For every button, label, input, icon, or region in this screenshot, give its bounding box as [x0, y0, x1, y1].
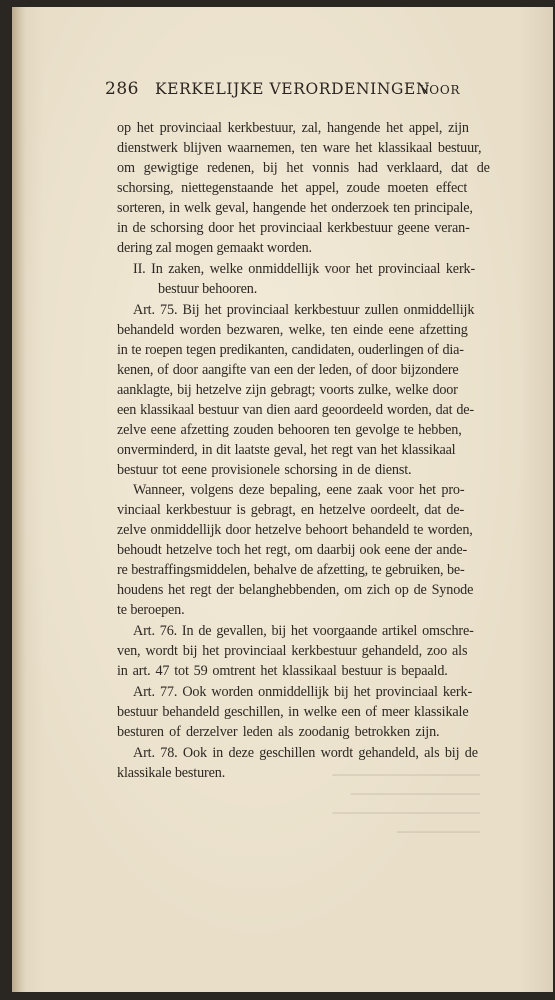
text-line: houdens het regt der belanghebbenden, om zich op de Synode: [117, 582, 474, 598]
text-line: onverminderd, in dit laatste geval, het regt van het klassikaal: [117, 442, 456, 458]
text-line: Art. 77. Ook worden onmiddellijk bij het provinciaal kerk-: [133, 684, 473, 700]
text-line: kenen, of door aangifte van een der leden, of door bijzondere: [117, 362, 459, 378]
text-line: klassikale besturen.: [117, 765, 226, 781]
text-line: dienstwerk blijven waarnemen, ten ware het klassikaal bestuur,: [117, 140, 482, 156]
text-line: re bestraffingsmiddelen, behalve de afzetting, te gebruiken, be-: [117, 562, 465, 578]
text-line: II. In zaken, welke onmiddellijk voor het provinciaal kerk-: [133, 261, 476, 277]
text-line: Art. 76. In de gevallen, bij het voorgaande artikel omschre-: [133, 623, 474, 639]
text-line: in de schorsing door het provinciaal kerkbestuur geene veran-: [117, 220, 470, 236]
text-line: bestuur tot eene provisionele schorsing in de dienst.: [117, 462, 412, 478]
running-head-title: KERKELIJKE VERORDENINGEN: [155, 80, 431, 98]
text-line: vinciaal kerkbestuur is gebragt, en hetzelve oordeelt, dat de-: [117, 502, 465, 518]
text-line: Art. 75. Bij het provinciaal kerkbestuur zullen onmiddellijk: [133, 302, 475, 318]
page-number: 286: [105, 79, 139, 99]
text-line: ven, wordt bij het provinciaal kerkbestuur gehandeld, zoo als: [117, 643, 468, 659]
text-line: besturen of derzelver leden als zoodanig betrokken zijn.: [117, 724, 440, 740]
text-line: Wanneer, volgens deze bepaling, eene zaak voor het pro-: [133, 482, 465, 498]
text-line: dering zal mogen gemaakt worden.: [117, 240, 312, 256]
text-line: sorteren, in welk geval, hangende het onderzoek ten principale,: [117, 200, 473, 216]
text-line: bestuur behooren.: [158, 281, 258, 297]
show-through-bleed: ▁▁▁▁▁▁▁▁▁▁▁▁▁▁▁▁ ▁▁▁▁▁▁▁▁▁▁▁▁▁▁ ▁▁▁▁▁▁▁▁▁▁▁▁▁▁▁▁ ▁▁▁▁▁▁▁▁▁: [332, 762, 480, 833]
text-line: Art. 78. Ook in deze geschillen wordt gehandeld, als bij de: [133, 745, 478, 761]
text-line: te beroepen.: [117, 602, 185, 618]
text-line: een klassikaal bestuur van dien aard geoordeeld worden, dat de-: [117, 402, 474, 418]
text-line: zelve eene afzetting zouden behooren ten gevolge te hebben,: [117, 422, 462, 438]
text-line: bestuur behandeld geschillen, in welke een of meer klassikale: [117, 704, 469, 720]
text-line: aanklagte, bij hetzelve zijn gebragt; voorts zulke, welke door: [117, 382, 458, 398]
text-line: behandeld worden bezwaren, welke, ten einde eene afzetting: [117, 322, 468, 338]
text-line: zelve onmiddellijk door hetzelve behoort behandeld te worden,: [117, 522, 473, 538]
text-line: om gewigtige redenen, bij het vonnis had verklaard, dat de: [117, 160, 490, 176]
text-line: behoudt hetzelve toch het regt, om daarbij ook eene der ande-: [117, 542, 468, 558]
running-head-title-end: VOOR: [420, 83, 461, 97]
text-line: op het provinciaal kerkbestuur, zal, hangende het appel, zijn: [117, 120, 469, 136]
text-line: in te roepen tegen predikanten, candidaten, ouderlingen of dia-: [117, 342, 464, 358]
text-line: in art. 47 tot 59 omtrent het klassikaal bestuur is bepaald.: [117, 663, 448, 679]
text-line: schorsing, niettegenstaande het appel, zoude moeten effect: [117, 180, 468, 196]
